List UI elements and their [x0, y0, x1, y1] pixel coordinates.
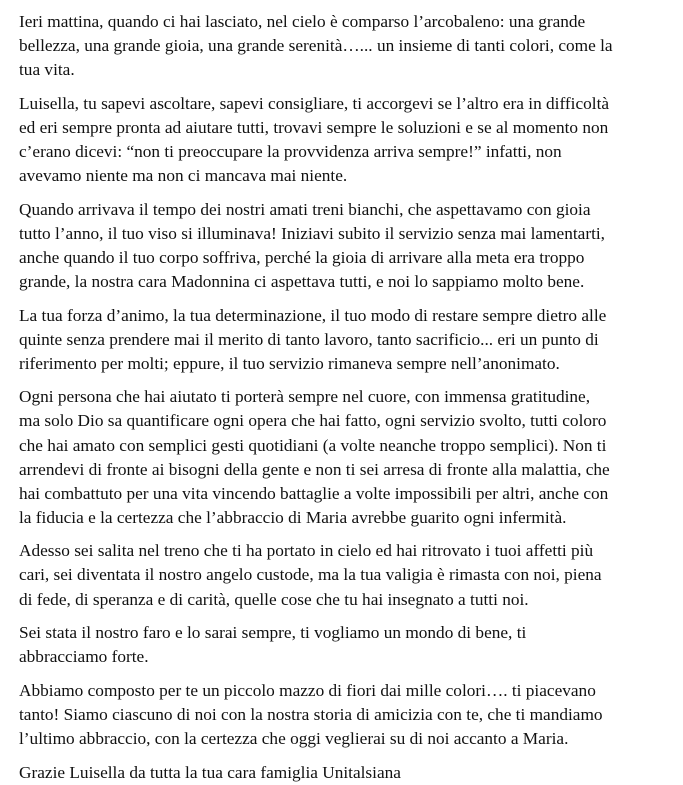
text-line: avevamo niente ma non ci mancava mai niente.	[19, 166, 348, 186]
paragraph-treno-cielo	[19, 539, 671, 611]
text-line: grande, la nostra cara Madonnina ci aspettava tutti, e noi lo sappiamo molto bene.	[19, 271, 585, 291]
text-line: cari, sei diventata il nostro angelo custode, ma la tua valigia è rimasta con noi, piena	[19, 565, 602, 585]
paragraph-forza-animo	[19, 304, 671, 376]
text-line: hai combattuto per una vita vincendo battaglie a volte impossibili per altri, anche con	[19, 483, 609, 503]
text-line: Ieri mattina, quando ci hai lasciato, nel cielo è comparso l’arcobaleno: una grande	[19, 12, 586, 31]
paragraph-faro	[19, 621, 671, 669]
text-line: ed eri sempre pronta ad aiutare tutti, trovavi sempre le soluzioni e se al momento non	[19, 117, 609, 137]
text-line: Adesso sei salita nel treno che ti ha portato in cielo ed hai ritrovato i tuoi affetti più	[19, 541, 594, 561]
text-line: Grazie Luisella da tutta la tua cara famiglia Unitalsiana	[19, 762, 401, 782]
paragraph-closing	[19, 761, 671, 785]
text-line: La tua forza d’animo, la tua determinazione, il tuo modo di restare sempre dietro alle	[19, 305, 607, 325]
text-line: quinte senza prendere mai il merito di tanto lavoro, tanto sacrificio... eri un punto di	[19, 329, 599, 349]
text-line: Sei stata il nostro faro e lo sarai sempre, ti vogliamo un mondo di bene, ti	[19, 623, 527, 643]
text-line: che hai amato con semplici gesti quotidiani (a volte neanche troppo semplici). Non ti	[19, 435, 607, 455]
paragraph-mazzo-fiori	[19, 679, 671, 751]
text-line: Luisella, tu sapevi ascoltare, sapevi consigliare, ti accorgevi se l’altro era in difficoltà	[19, 93, 610, 113]
paragraph-ascoltare	[19, 92, 671, 188]
text-line: tanto! Siamo ciascuno di noi con la nostra storia di amicizia con te, che ti mandiamo	[19, 704, 603, 724]
text-line: tutto l’anno, il tuo viso si illuminava! Iniziavi subito il servizio senza mai lamentarti,	[19, 223, 606, 243]
text-line: di fede, di speranza e di carità, quelle cose che tu hai insegnato a tutti noi.	[19, 589, 529, 609]
text-line: anche quando il tuo corpo soffriva, perché la gioia di arrivare alla meta era troppo	[19, 247, 585, 267]
text-line: tua vita.	[19, 60, 75, 80]
text-line: bellezza, una grande gioia, una grande serenità…... un insieme di tanti colori, come la	[19, 36, 613, 56]
text-line: c’erano dicevi: “non ti preoccupare la provvidenza arriva sempre!” infatti, non	[19, 141, 562, 161]
text-line: Quando arrivava il tempo dei nostri amati treni bianchi, che aspettavamo con gioia	[19, 199, 591, 219]
text-line: Ogni persona che hai aiutato ti porterà sempre nel cuore, con immensa gratitudine,	[19, 387, 591, 407]
text-line: arrendevi di fronte ai bisogni della gente e non ti sei arresa di fronte alla malattia, che	[19, 459, 610, 479]
paragraph-gratitudine	[19, 385, 671, 530]
paragraph-arcobaleno	[19, 10, 671, 82]
text-line: l’ultimo abbraccio, con la certezza che oggi veglierai su di noi accanto a Maria.	[19, 729, 569, 749]
text-line: ma solo Dio sa quantificare ogni opera che hai fatto, ogni servizio svolto, tutti coloro	[19, 411, 607, 431]
text-line: Abbiamo composto per te un piccolo mazzo di fiori dai mille colori…. ti piacevano	[19, 680, 596, 700]
paragraph-treni-bianchi	[19, 198, 671, 294]
text-line: la fiducia e la certezza che l’abbraccio di Maria avrebbe guarito ogni infermità.	[19, 507, 567, 527]
text-line: riferimento per molti; eppure, il tuo servizio rimaneva sempre nell’anonimato.	[19, 353, 560, 373]
text-line: abbracciamo forte.	[19, 647, 149, 667]
